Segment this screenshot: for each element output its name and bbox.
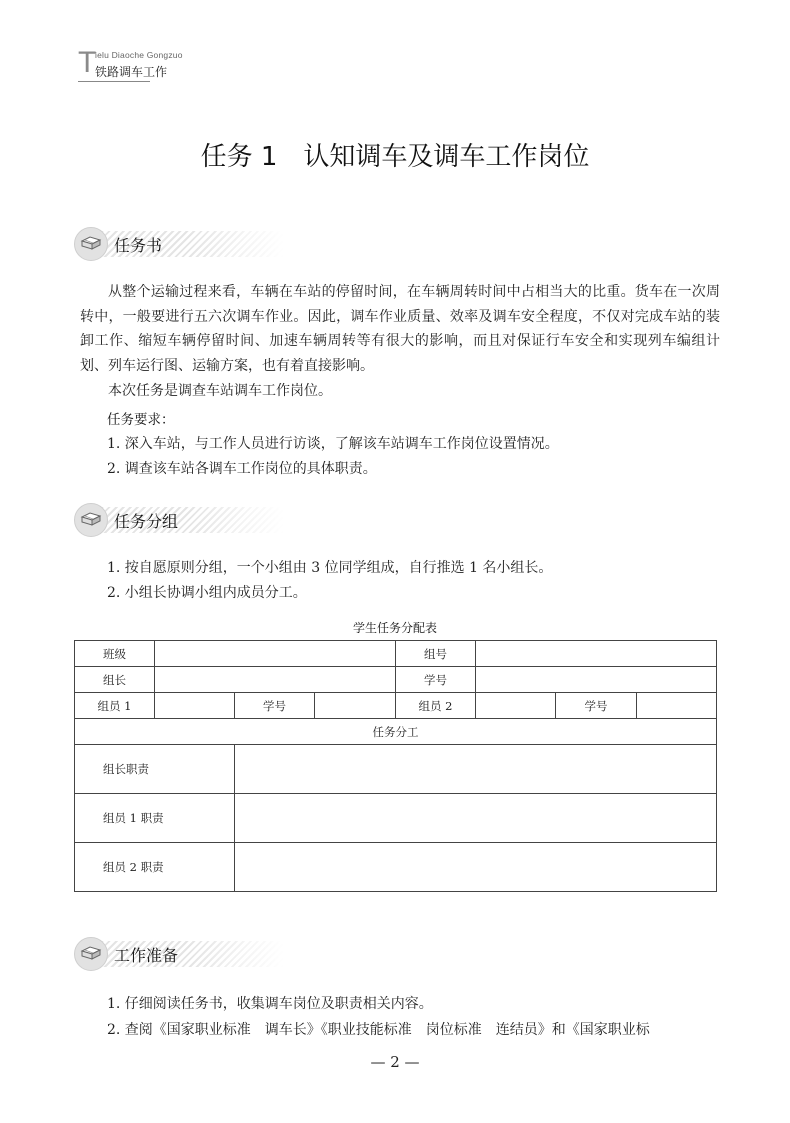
duty-label-cell: 组员 1 职责	[75, 794, 235, 843]
member2-label-cell: 组员 2	[396, 693, 476, 719]
requirements-title: 任务要求：	[107, 412, 175, 428]
task-book-paragraph-1: 从整个运输过程来看，车辆在车站的停留时间，在车辆周转时间中占相当大的比重。货车在一次周转中，一般要进行五六次调车作业。因此，调车作业质量、效率及调车安全程度，不仅对完成车站的装卸工作、缩短车辆停留时间、加速车辆周转等有很大的影响，而且对保证行车安全和实现列车编组计划、列车运行图、运输方案，也有着直接影响。	[80, 284, 720, 374]
table-caption: 学生任务分配表	[352, 621, 437, 635]
duty-input-cell[interactable]	[235, 745, 717, 794]
student-id-label-cell: 学号	[235, 693, 315, 719]
member1-id-input-cell[interactable]	[315, 693, 396, 719]
requirement-item: 2. 调查该车站各调车工作岗位的具体职责。	[107, 461, 377, 477]
duty-input-cell[interactable]	[235, 794, 717, 843]
duty-input-cell[interactable]	[235, 843, 717, 892]
table-row	[75, 693, 717, 719]
duty-label-cell: 组员 2 职责	[75, 843, 235, 892]
header-pinyin: ielu Diaoche Gongzuo	[95, 50, 183, 60]
leader-input-cell[interactable]	[155, 667, 396, 693]
preparation-item: 1. 仔细阅读任务书，收集调车岗位及职责相关内容。	[107, 996, 433, 1012]
class-label-cell: 班级	[75, 641, 155, 667]
member2-input-cell[interactable]	[476, 693, 556, 719]
header-rule	[78, 81, 150, 82]
grouping-item: 1. 按自愿原则分组，一个小组由 3 位同学组成，自行推选 1 名小组长。	[107, 560, 553, 576]
section-label: 任务分组	[114, 512, 179, 531]
leader-id-input-cell[interactable]	[476, 667, 717, 693]
book-icon	[74, 227, 108, 261]
grouping-item: 2. 小组长协调小组内成员分工。	[107, 585, 307, 601]
section-label: 任务书	[114, 236, 163, 255]
student-id-label-cell: 学号	[396, 667, 476, 693]
table-row	[75, 719, 717, 745]
member1-label-cell: 组员 1	[75, 693, 155, 719]
preparation-item: 2. 查阅《国家职业标准 调车长》《职业技能标准 岗位标准 连结员》和《国家职业标	[107, 1022, 650, 1038]
section-heading-task-book	[74, 227, 234, 261]
division-header-cell: 任务分工	[75, 719, 717, 745]
table-row	[75, 641, 717, 667]
table-row	[75, 667, 717, 693]
book-icon	[74, 503, 108, 537]
page-number: — 2 —	[370, 1053, 420, 1071]
member2-id-input-cell[interactable]	[637, 693, 717, 719]
task-book-paragraph-2: 本次任务是调查车站调车工作岗位。	[108, 383, 332, 399]
section-heading-grouping	[74, 503, 234, 537]
member1-input-cell[interactable]	[155, 693, 235, 719]
group-no-input-cell[interactable]	[476, 641, 717, 667]
page-title: 任务 1 认知调车及调车工作岗位	[200, 142, 590, 172]
leader-label-cell: 组长	[75, 667, 155, 693]
header-initial-letter: T	[78, 46, 97, 79]
duty-label-cell: 组长职责	[75, 745, 235, 794]
table-row	[75, 745, 717, 794]
table-row	[75, 843, 717, 892]
header-book-title: 铁路调车工作	[95, 65, 168, 79]
task-assignment-table	[74, 640, 717, 892]
table-row	[75, 794, 717, 843]
group-no-label-cell: 组号	[396, 641, 476, 667]
section-heading-preparation	[74, 937, 234, 971]
requirement-item: 1. 深入车站，与工作人员进行访谈，了解该车站调车工作岗位设置情况。	[107, 436, 559, 452]
student-id-label-cell: 学号	[556, 693, 637, 719]
book-icon	[74, 937, 108, 971]
section-label: 工作准备	[114, 946, 179, 965]
class-input-cell[interactable]	[155, 641, 396, 667]
